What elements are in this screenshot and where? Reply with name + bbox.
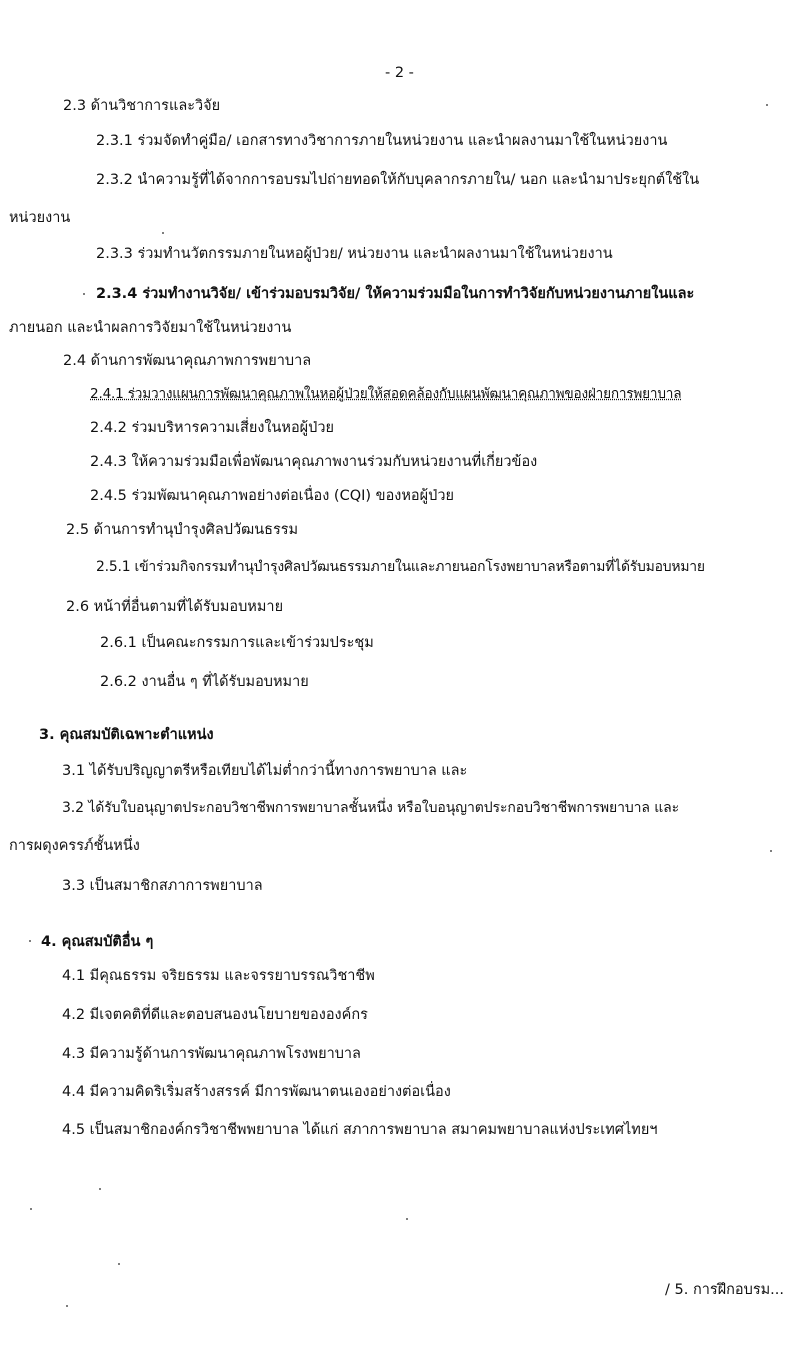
item-2-4-3: 2.4.3 ให้ความร่วมมือเพื่อพัฒนาคุณภาพงานร่วมกับหน่วยงานที่เกี่ยวข้อง	[90, 454, 538, 470]
scan-speck	[99, 1188, 101, 1190]
item-2-4-2: 2.4.2 ร่วมบริหารความเสี่ยงในหอผู้ป่วย	[90, 420, 334, 436]
item-2-3-4-line1: 2.3.4 ร่วมทำงานวิจัย/ เข้าร่วมอบรมวิจัย/ ให้ความร่วมมือในการทำวิจัยกับหน่วยงานภายในและ	[96, 286, 695, 302]
section-2-6-heading: 2.6 หน้าที่อื่นตามที่ได้รับมอบหมาย	[66, 599, 284, 615]
scan-speck	[29, 940, 31, 942]
item-2-3-4-line2: ภายนอก และนำผลการวิจัยมาใช้ในหน่วยงาน	[9, 320, 292, 336]
scan-speck	[770, 850, 772, 852]
scan-speck	[766, 104, 768, 106]
item-4-2: 4.2 มีเจตคติที่ดีและตอบสนองนโยบายขององค์กร	[62, 1007, 368, 1023]
item-2-6-2: 2.6.2 งานอื่น ๆ ที่ได้รับมอบหมาย	[100, 674, 309, 690]
section-2-4-heading: 2.4 ด้านการพัฒนาคุณภาพการพยาบาล	[63, 353, 312, 369]
item-2-3-1: 2.3.1 ร่วมจัดทำคู่มือ/ เอกสารทางวิชาการภายในหน่วยงาน และนำผลงานมาใช้ในหน่วยงาน	[96, 133, 668, 149]
item-2-6-1: 2.6.1 เป็นคณะกรรมการและเข้าร่วมประชุม	[100, 635, 374, 651]
page-number: - 2 -	[385, 65, 414, 81]
item-3-2-line2: การผดุงครรภ์ชั้นหนึ่ง	[9, 838, 140, 854]
item-3-1: 3.1 ได้รับปริญญาตรีหรือเทียบได้ไม่ต่ำกว่านี้ทางการพยาบาล และ	[62, 763, 468, 779]
scan-speck	[406, 1218, 408, 1220]
scan-speck	[83, 293, 85, 295]
section-2-3-heading: 2.3 ด้านวิชาการและวิจัย	[63, 98, 221, 114]
continuation-note: / 5. การฝึกอบรม...	[665, 1282, 785, 1298]
item-3-3: 3.3 เป็นสมาชิกสภาการพยาบาล	[62, 878, 263, 894]
item-4-3: 4.3 มีความรู้ด้านการพัฒนาคุณภาพโรงพยาบาล	[62, 1046, 361, 1062]
section-3-heading: 3. คุณสมบัติเฉพาะตำแหน่ง	[39, 727, 214, 743]
item-2-3-2-line1: 2.3.2 นำความรู้ที่ได้จากการอบรมไปถ่ายทอดให้กับบุคลากรภายใน/ นอก และนำมาประยุกต์ใช้ใน	[96, 172, 700, 188]
item-2-4-5: 2.4.5 ร่วมพัฒนาคุณภาพอย่างต่อเนื่อง (CQI) ของหอผู้ป่วย	[90, 488, 454, 504]
section-4-heading: 4. คุณสมบัติอื่น ๆ	[41, 934, 154, 950]
item-2-5-1: 2.5.1 เข้าร่วมกิจกรรมทำนุบำรุงศิลปวัฒนธรรมภายในและภายนอกโรงพยาบาลหรือตามที่ได้รับมอบหมาย	[96, 559, 705, 575]
scan-speck	[118, 1263, 120, 1265]
item-4-5: 4.5 เป็นสมาชิกองค์กรวิชาชีพพยาบาล ได้แก่ สภาการพยาบาล สมาคมพยาบาลแห่งประเทศไทยฯ	[62, 1122, 658, 1138]
scan-speck	[162, 232, 164, 234]
item-4-1: 4.1 มีคุณธรรม จริยธรรม และจรรยาบรรณวิชาชีพ	[62, 968, 375, 984]
item-3-2-line1: 3.2 ได้รับใบอนุญาตประกอบวิชาชีพการพยาบาลชั้นหนึ่ง หรือใบอนุญาตประกอบวิชาชีพการพยาบาล และ	[62, 800, 680, 816]
item-2-3-2-line2: หน่วยงาน	[9, 210, 71, 226]
section-2-5-heading: 2.5 ด้านการทำนุบำรุงศิลปวัฒนธรรม	[66, 522, 299, 538]
scan-speck	[30, 1208, 32, 1210]
item-4-4: 4.4 มีความคิดริเริ่มสร้างสรรค์ มีการพัฒนาตนเองอย่างต่อเนื่อง	[62, 1084, 451, 1100]
scan-speck	[66, 1305, 68, 1307]
item-2-4-1: 2.4.1 ร่วมวางแผนการพัฒนาคุณภาพในหอผู้ป่วยให้สอดคล้องกับแผนพัฒนาคุณภาพของฝ่ายการพยาบาล	[90, 386, 682, 402]
item-2-3-3: 2.3.3 ร่วมทำนวัตกรรมภายในหอผู้ป่วย/ หน่วยงาน และนำผลงานมาใช้ในหน่วยงาน	[96, 246, 613, 262]
